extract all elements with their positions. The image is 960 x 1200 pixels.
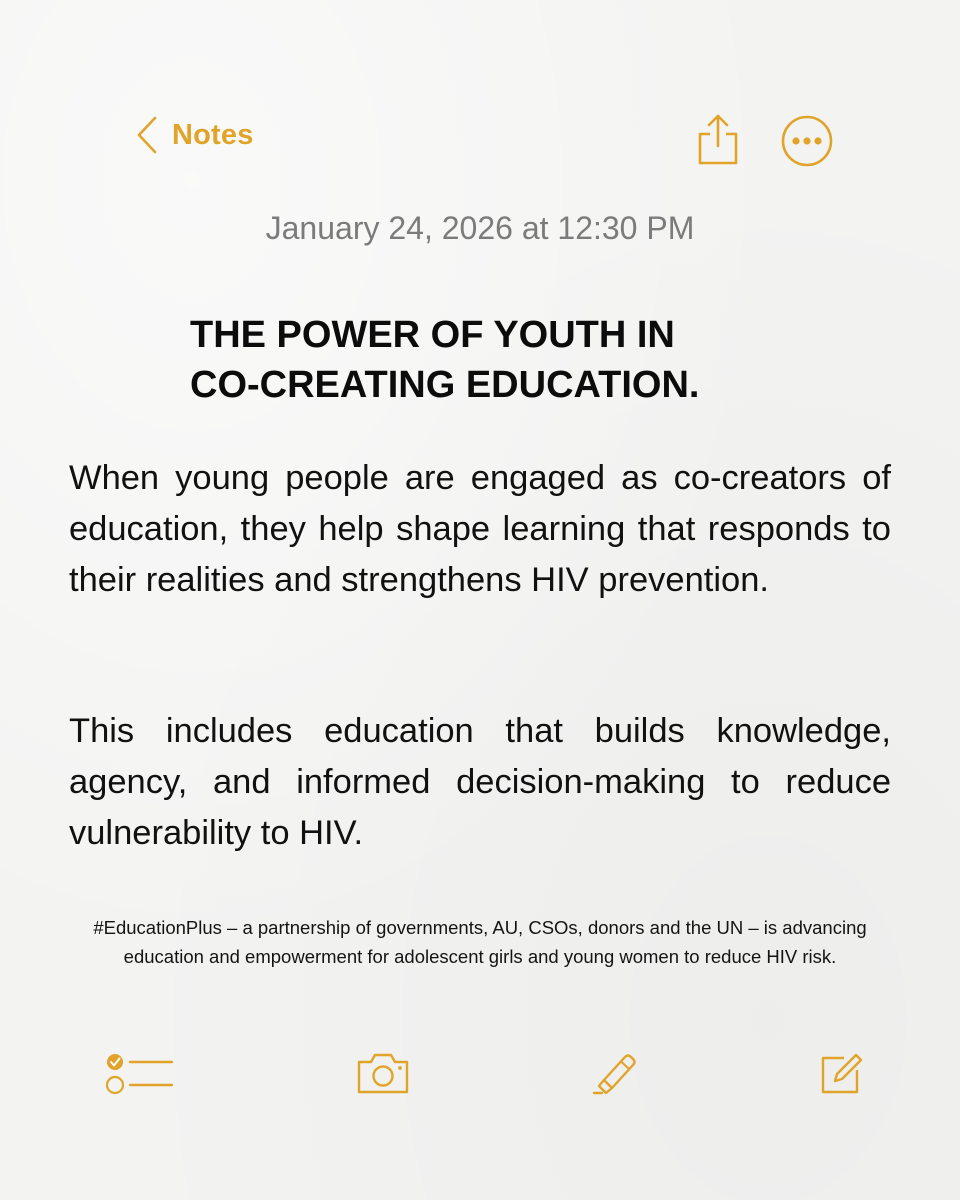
share-icon (694, 112, 742, 166)
checklist-button[interactable] (104, 1050, 176, 1096)
camera-button[interactable] (354, 1050, 412, 1096)
markup-pen-icon (590, 1050, 640, 1096)
ellipsis-circle-icon (780, 114, 834, 168)
compose-icon (818, 1050, 864, 1096)
back-button-label: Notes (172, 118, 254, 151)
note-timestamp: January 24, 2026 at 12:30 PM (265, 210, 695, 246)
note-title-line: CO-CREATING EDUCATION. (190, 364, 700, 406)
chevron-left-icon (136, 116, 158, 154)
note-footer-text: #EducationPlus – a partnership of governments, AU, CSOs, donors and the UN – is advancing education and empowerment for adolescent girls and young women to reduce HIV risk. (93, 917, 867, 967)
note-title-line: THE POWER OF YOUTH IN (190, 314, 675, 356)
compose-button[interactable] (818, 1050, 864, 1096)
note-title (190, 310, 830, 410)
note-paragraph: When young people are engaged as co-creators of education, they help shape learning that responds to their realities and strengthens HIV prevention. (69, 459, 891, 599)
back-button[interactable] (136, 112, 254, 158)
checklist-icon (104, 1050, 176, 1096)
markup-button[interactable] (590, 1050, 640, 1096)
more-options-button[interactable] (780, 114, 834, 168)
share-button[interactable] (694, 112, 742, 166)
camera-icon (354, 1050, 412, 1096)
note-paragraph: This includes education that builds knowledge, agency, and informed decision-making to reduce vulnerability to HIV. (69, 712, 891, 852)
